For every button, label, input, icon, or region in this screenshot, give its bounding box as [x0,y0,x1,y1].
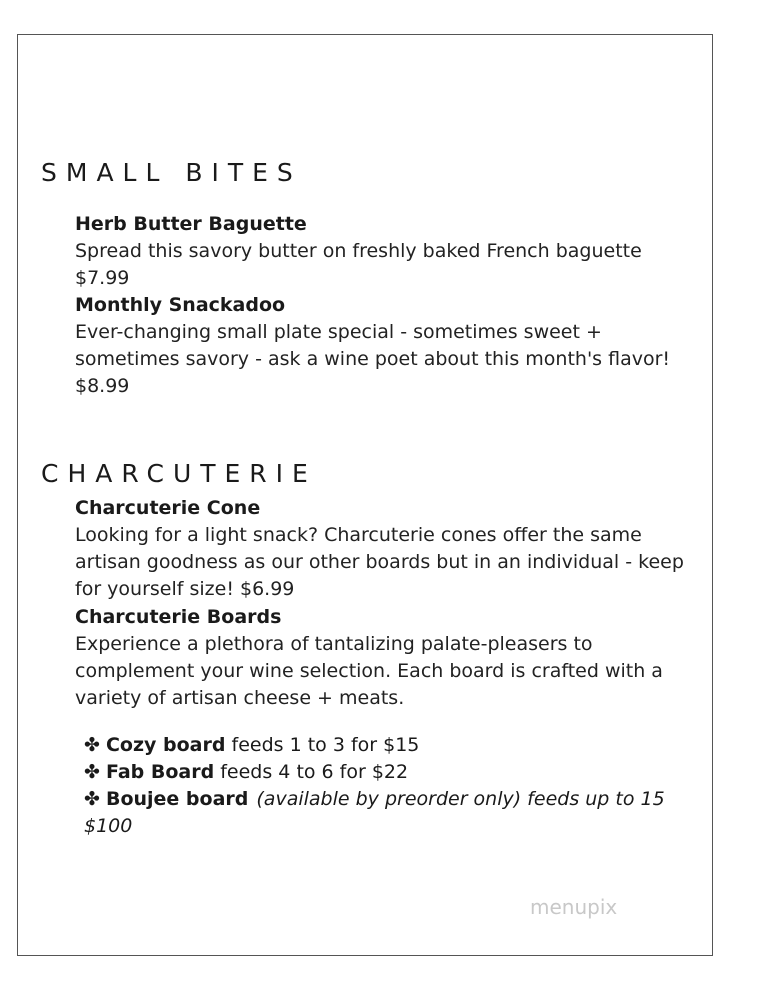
board-option-fab [84,759,704,786]
item-name: Herb Butter Baguette [75,213,307,235]
item-price: $8.99 [75,375,130,397]
maltese-cross-icon: ✤ [84,761,100,783]
board-price: $100 [84,815,133,837]
board-note: (available by preorder only) feeds up to 15 [256,788,665,810]
board-detail: feeds 1 to 3 for $15 [225,734,420,756]
menu-item-charcuterie-cone [75,495,695,603]
menu-item-herb-butter-baguette [75,211,695,292]
board-detail: feeds 4 to 6 for $22 [214,761,409,783]
item-description: Experience a plethora of tantalizing palate-pleasers to complement your wine selection. Each board is crafted with a variety of artisan cheese + meats. [75,633,663,709]
board-option-cozy [84,732,704,759]
maltese-cross-icon: ✤ [84,788,100,810]
item-description: Looking for a light snack? Charcuterie cones offer the same artisan goodness as our other boards but in an individual - keep for yourself size! $6.99 [75,524,684,600]
board-options-list [84,732,704,840]
board-option-boujee-price [84,813,704,840]
item-price: $7.99 [75,267,130,289]
board-name: Cozy board [105,734,226,756]
item-name: Charcuterie Boards [75,606,282,628]
board-option-boujee [84,786,704,813]
item-name: Monthly Snackadoo [75,294,286,316]
item-description: Ever-changing small plate special - sometimes sweet + sometimes savory - ask a wine poet about this month's flavor! [75,321,671,370]
maltese-cross-icon: ✤ [84,734,100,756]
item-description: Spread this savory butter on freshly baked French baguette [75,240,642,262]
board-name: Fab Board [105,761,215,783]
section-title-charcuterie: CHARCUTERIE [41,459,317,488]
menupix-watermark: menupix [530,895,618,919]
section-title-small-bites: SMALL BITES [41,158,302,187]
board-name: Boujee board [105,788,249,810]
menu-item-monthly-snackadoo [75,292,695,400]
menu-item-charcuterie-boards [75,604,695,712]
item-name: Charcuterie Cone [75,497,261,519]
